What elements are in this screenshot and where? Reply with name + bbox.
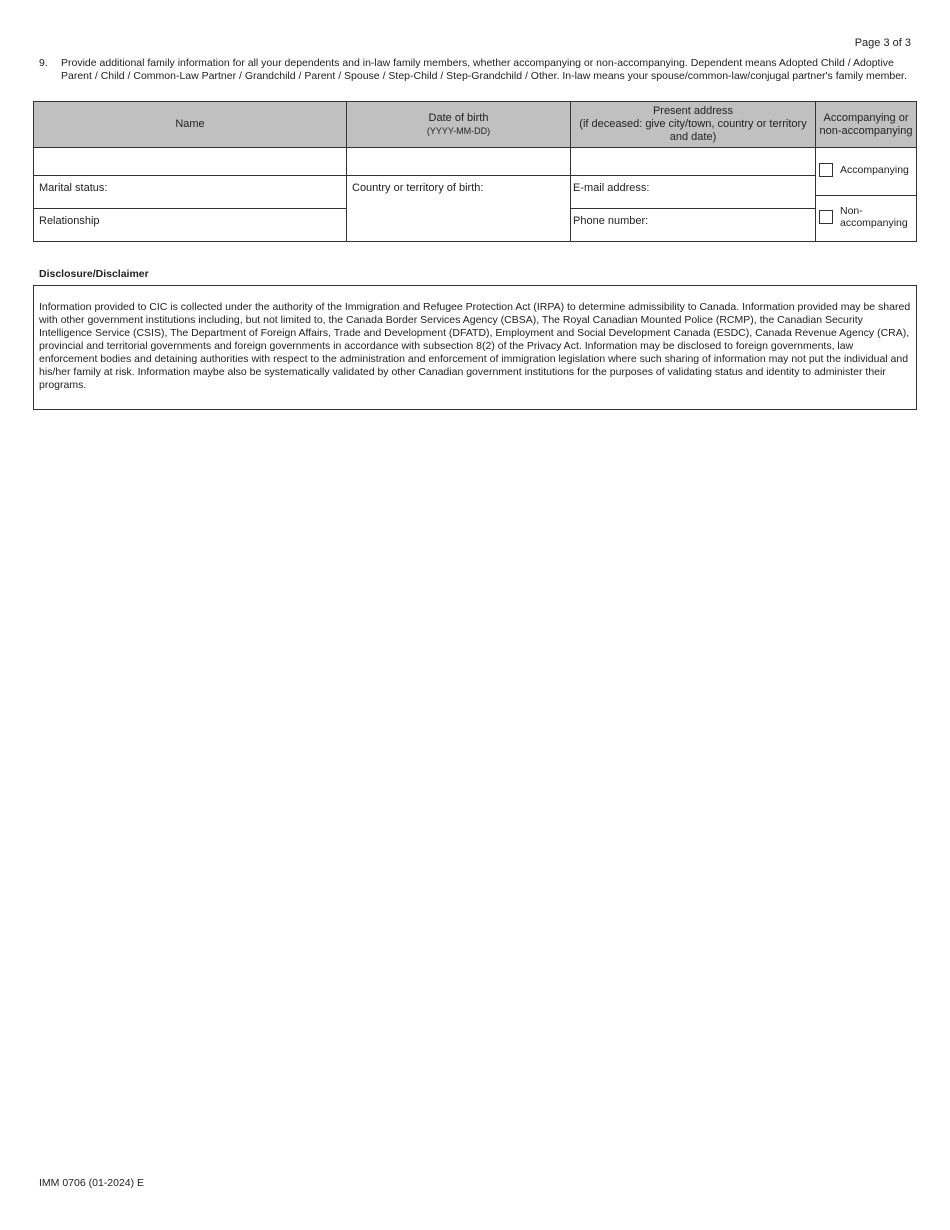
- accompanying-checkbox[interactable]: [819, 163, 833, 177]
- page-number: Page 3 of 3: [854, 37, 911, 49]
- accompanying-option-cell: [815, 147, 917, 196]
- email-field[interactable]: [570, 175, 816, 209]
- form-code: IMM 0706 (01-2024) E: [39, 1177, 145, 1189]
- header-present-address: [570, 101, 816, 148]
- disclosure-box: [33, 285, 917, 410]
- marital-status-field[interactable]: [33, 175, 347, 209]
- country-of-birth-label: Country or territory of birth:: [352, 182, 484, 194]
- header-name-label: Name: [175, 118, 205, 130]
- header-accompanying: [815, 101, 917, 148]
- question-number: 9.: [39, 57, 48, 69]
- non-accompanying-checkbox[interactable]: [819, 210, 833, 224]
- phone-field[interactable]: [570, 208, 816, 242]
- question-text: Provide additional family information for all your dependents and in-law family members, whether accompanying or non-accompanying. Dependent means Adopted Child / Adoptive Parent / Child / Common-Law Partner / Grandchild / Parent / Spouse / Step-Child / Step-Grandchild / Other. In-law means your spouse/common-law/conjugal partner's family member.: [61, 57, 907, 82]
- header-address-note: (if deceased: give city/town, country or territory and date): [579, 118, 807, 143]
- accompanying-option-label: Accompanying: [840, 164, 909, 176]
- email-label: E-mail address:: [573, 182, 650, 194]
- non-accompanying-option-label: Non-accompanying: [840, 205, 908, 229]
- disclosure-text: Information provided to CIC is collected under the authority of the Immigration and Refugee Protection Act (IRPA) to determine admissibility to Canada. Information provided may be shared with other government institutions including, but not limited to, the Canada Border Services Agency (CBSA), The Royal Canadian Mounted Police (RCMP), the Canadian Security Intelligence Service (CSIS), The Department of Foreign Affairs, Trade and Development (DFATD), Employment and Social Development Canada (ESDC), Canada Revenue Agency (CRA), provincial and territorial governments and foreign governments in accordance with subsection 8(2) of the Privacy Act. Information may be disclosed to foreign governments, law enforcement bodies and detaining authorities with respect to the administration and enforcement of immigration legislation where such sharing of information may not put the individual and his/her family at risk. Information maybe also be systematically validated by other Canadian government institutions for the purposes of validating status and identity to administer their programs.: [39, 301, 911, 391]
- present-address-field[interactable]: [570, 147, 816, 176]
- marital-status-label: Marital status:: [39, 182, 108, 194]
- date-of-birth-field[interactable]: [346, 147, 571, 176]
- header-date-of-birth: [346, 101, 571, 148]
- relationship-label: Relationship: [39, 215, 100, 227]
- family-info-table: [33, 101, 917, 242]
- header-address-label: Present address: [652, 105, 734, 117]
- header-name: [33, 101, 347, 148]
- header-dob-format: (YYYY-MM-DD): [426, 125, 491, 136]
- relationship-field[interactable]: [33, 208, 347, 242]
- header-dob-label: Date of birth: [428, 111, 489, 124]
- non-accompanying-option-cell: [815, 195, 917, 242]
- country-of-birth-field[interactable]: [346, 175, 571, 242]
- header-accompanying-label: Accompanying or non-accompanying: [819, 111, 913, 137]
- disclosure-title: Disclosure/Disclaimer: [39, 268, 149, 280]
- phone-label: Phone number:: [573, 215, 649, 227]
- name-field[interactable]: [33, 147, 347, 176]
